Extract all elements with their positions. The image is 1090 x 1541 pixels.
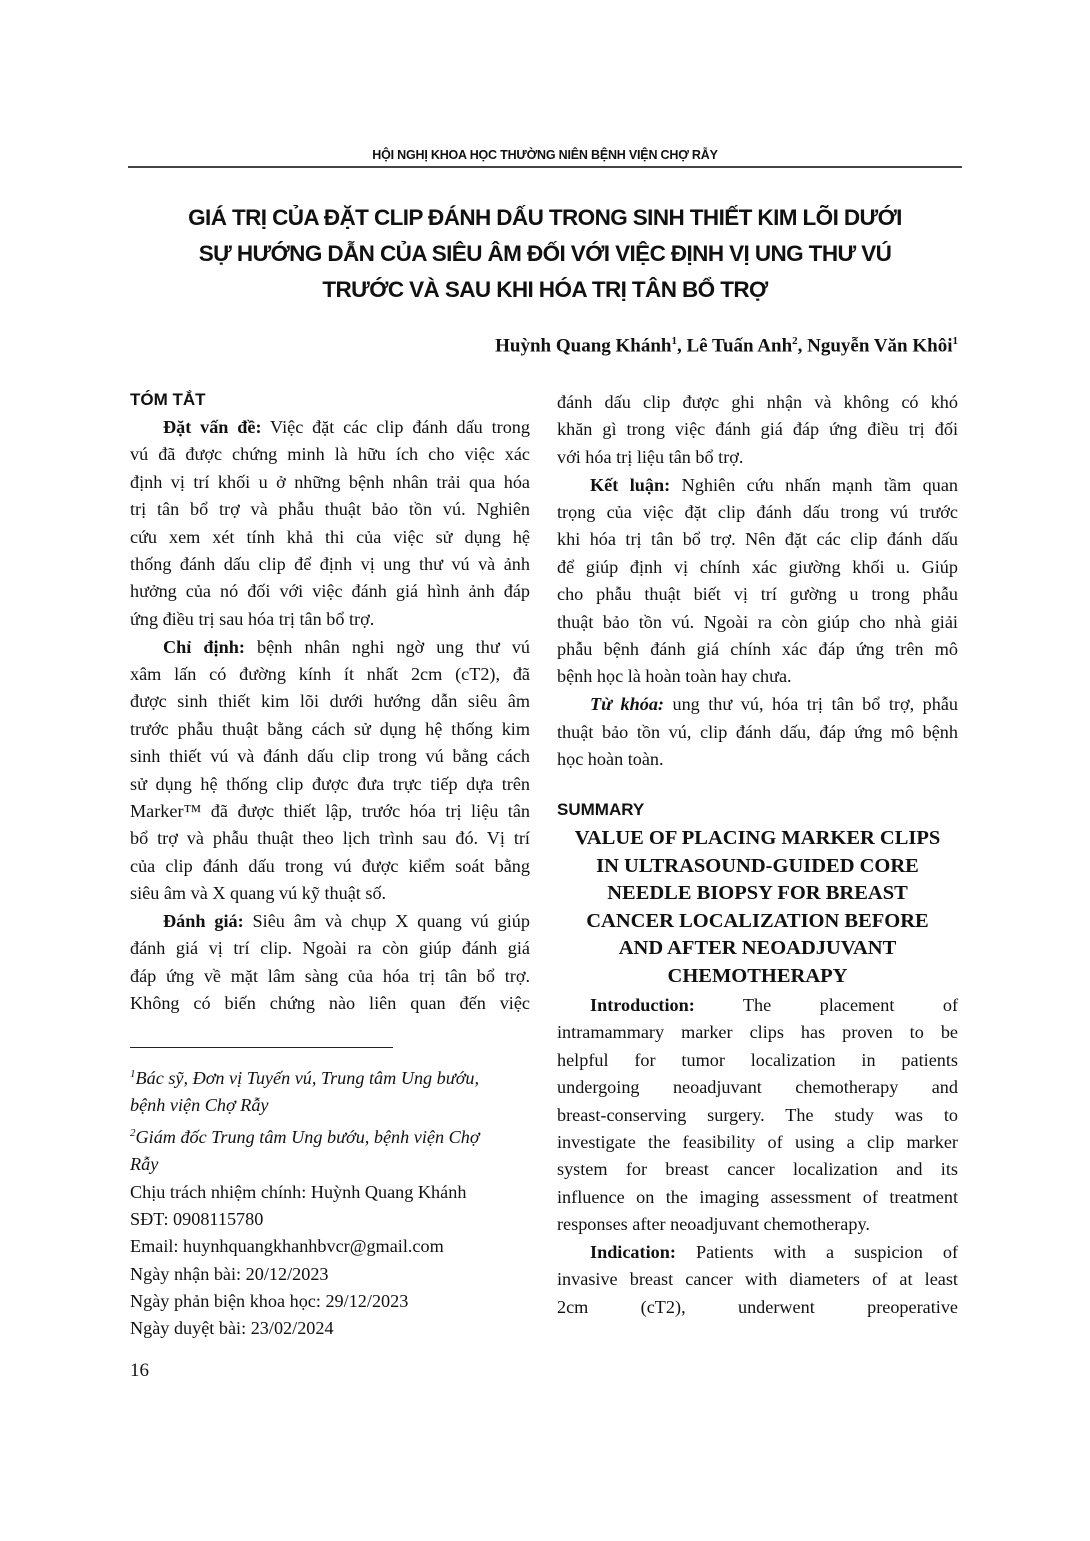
line-text: bệnh học là hoàn toàn hay chưa. [557,666,792,687]
text-line [130,963,530,990]
text-line [557,1156,958,1183]
text-line [130,524,530,551]
email: Email: huynhquangkhanhbvcr@gmail.com [130,1236,444,1257]
text-line [130,825,530,852]
separator: , [677,335,687,357]
corresponding-author: Chịu trách nhiệm chính: Huỳnh Quang Khánh [130,1181,467,1202]
paragraph [557,1239,958,1321]
line-text: học hoàn toàn. [557,749,664,770]
text-line [130,743,530,770]
line-text: Không có biến chứng nào liên quan đến việc [130,993,530,1014]
english-summary-column [557,992,958,1322]
footnote-divider [130,1047,393,1048]
line-text: invasive breast cancer with diameters of at least [557,1269,958,1290]
running-head: HỘI NGHỊ KHOA HỌC THƯỜNG NIÊN BỆNH VIỆN CHỢ RẪY [372,148,718,162]
text-line [130,990,530,1017]
title-line: TRƯỚC VÀ SAU KHI HÓA TRỊ TÂN BỔ TRỢ [322,277,768,302]
footnote-marker: 1 [130,1068,136,1080]
text-line [130,853,530,880]
affiliation-2 [130,1120,530,1151]
author-affiliation: 1 [952,335,958,347]
line-text: Nghiên cứu nhấn mạnh tầm quan [670,474,958,495]
text-line [130,578,530,605]
paragraph [130,908,530,1018]
line-text: The placement of [694,995,958,1015]
line-text: bổ trợ và phẫu thuật theo lịch trình sau đó. Vị trí [130,828,530,849]
line-text: với hóa trị liệu tân bổ trợ. [557,446,744,467]
english-title-line: NEEDLE BIOPSY FOR BREAST [607,882,908,905]
affiliation-1-cont: bệnh viện Chợ Rẫy [130,1095,269,1116]
author-name: Nguyễn Văn Khôi [807,335,953,357]
date-reviewed: Ngày phản biện khoa học: 29/12/2023 [130,1290,409,1311]
line-text: ứng điều trị sau hóa trị tân bổ trợ. [130,608,375,629]
text-line [557,691,958,718]
paragraph-label: Đặt vấn đề: [163,417,262,437]
text-line [130,798,530,825]
text-line [557,554,958,581]
separator: , [797,335,808,357]
line-text: Việc đặt các clip đánh dấu trong [261,417,530,437]
line-text: influence on the imaging assessment of treatment [557,1186,958,1207]
line-text: cho phẫu thuật biết vị trí gường u trong phẫu [557,584,958,605]
line-text: trước phẫu thuật bằng cách sử dụng hệ thống kim [130,718,530,739]
footnote-text: Bác sỹ, Đơn vị Tuyến vú, Trung tâm Ung bướu, [135,1068,480,1089]
author-name: Huỳnh Quang Khánh [495,335,672,357]
author-affiliation: 2 [792,335,798,347]
text-line [557,444,958,471]
title-line: SỰ HƯỚNG DẪN CỦA SIÊU ÂM ĐỐI VỚI VIỆC ĐỊNH VỊ UNG THƯ VÚ [198,241,892,266]
text-line [557,609,958,636]
line-text: đánh dấu clip được ghi nhận và không có khó [557,392,958,412]
text-line [130,551,530,578]
line-text: thống đánh dấu clip để định vị ung thư vú và ảnh [130,553,530,574]
text-line [557,1129,958,1156]
line-text: investigate the feasibility of using a clip marker [557,1131,958,1152]
line-text: cứu xem xét tính khả thi của việc sử dụng hệ [130,526,530,547]
line-text: đáp ứng về mặt lâm sàng của hóa trị tân bổ trợ. [130,965,530,986]
line-text: trọng của việc đặt clip đánh dấu trong vú trước [557,502,958,523]
english-title-line: AND AFTER NEOADJUVANT [618,937,897,960]
paragraph-label: Kết luận: [590,474,671,495]
line-text: được sinh thiết kim lõi dưới hướng dẫn siêu âm [130,691,530,712]
line-text: trị tân bổ trợ và phẫu thuật bảo tồn vú. Nghiên [130,499,530,520]
text-line [557,1102,958,1129]
text-line [557,746,958,773]
line-text: khăn gì trong việc đánh giá đáp ứng điều trị đối [557,419,958,440]
footnote-text: Giám đốc Trung tâm Ung bướu, bệnh viện Chợ [135,1126,480,1147]
line-text: Siêu âm và chụp X quang vú giúp [243,911,530,932]
date-received: Ngày nhận bài: 20/12/2023 [130,1263,329,1284]
paragraph-label: Indication: [590,1242,676,1263]
abstract-right-column [557,389,958,774]
paragraph [557,389,958,471]
text-line [557,581,958,608]
paragraph [557,992,958,1239]
line-text: undergoing neoadjuvant chemotherapy and [557,1077,958,1098]
text-line [130,469,530,496]
line-text: của clip đánh dấu trong vú được kiểm soát bằng [130,855,530,876]
line-text: sinh thiết vú và đánh dấu clip trong vú bằng cách [130,746,530,767]
line-text: helpful for tumor localization in patients [557,1049,958,1070]
summary-heading: SUMMARY [557,800,645,819]
line-text: 2cm (cT2), underwent preoperative [557,1296,958,1317]
text-line [557,1047,958,1074]
header-divider [128,166,962,168]
paragraph [130,634,530,908]
text-line [130,606,530,633]
text-line [130,771,530,798]
text-line [557,636,958,663]
english-title [557,825,958,991]
paragraph-label: Chỉ định: [163,636,245,657]
english-title-line: VALUE OF PLACING MARKER CLIPS [574,827,941,849]
text-line [557,663,958,690]
line-text: siêu âm và X quang vú kỹ thuật số. [130,883,387,904]
text-line [557,472,958,499]
text-line [557,1266,958,1293]
text-line [130,935,530,962]
line-text: xâm lấn có đường kính ít nhất 2cm (cT2), đã [130,664,530,685]
line-text: sử dụng hệ thống clip được đưa trực tiếp dựa trên [130,773,530,794]
text-line [557,719,958,746]
text-line [557,499,958,526]
line-text: system for breast cancer localization and its [557,1159,958,1180]
article-title [100,200,990,308]
author-name: Lê Tuấn Anh [686,335,793,357]
text-line [130,634,530,661]
paragraph [557,691,958,773]
english-title-line: CANCER LOCALIZATION BEFORE [586,909,929,932]
text-line [130,688,530,715]
affiliation-1 [130,1061,530,1092]
footnotes [130,1061,530,1343]
text-line [130,716,530,743]
line-text: intramammary marker clips has proven to be [557,1022,958,1043]
english-title-line: IN ULTRASOUND-GUIDED CORE [596,854,919,877]
abstract-left-column [130,414,530,1018]
paragraph-label: Introduction: [590,995,695,1015]
text-line [557,526,958,553]
author-list [495,335,958,357]
line-text: hưởng của nó đối với việc đánh giá hình ảnh đáp [130,581,530,602]
line-text: đánh giá vị trí clip. Ngoài ra còn giúp đánh giá [130,938,530,959]
line-text: thuật bảo tồn vú. Ngoài ra còn giúp cho nhà giải [557,611,958,632]
paragraph-label: Từ khóa: [590,694,664,715]
text-line [130,661,530,688]
text-line [130,441,530,468]
page-number: 16 [130,1360,149,1381]
line-text: để giúp định vị chính xác giường khối u. Giúp [557,556,958,577]
line-text: Marker™ đã được thiết lập, trước hóa trị liệu tân [130,800,530,821]
text-line [557,416,958,443]
line-text: thuật bảo tồn vú, clip đánh dấu, đáp ứng mô bệnh [557,721,958,742]
english-title-line: CHEMOTHERAPY [667,964,848,987]
text-line [557,1239,958,1266]
line-text: Patients with a suspicion of [675,1242,958,1263]
abstract-heading: TÓM TẮT [130,390,206,409]
line-text: breast-conserving surgery. The study was to [557,1104,958,1125]
line-text: khi hóa trị tân bổ trợ. Nên đặt các clip đánh dấu [557,529,958,550]
line-text: định vị trí khối u ở những bệnh nhân trải qua hóa [130,471,530,492]
footnote-marker: 2 [130,1126,136,1139]
line-text: ung thư vú, hóa trị tân bổ trợ, phẫu [663,694,958,715]
line-text: responses after neoadjuvant chemotherapy. [557,1214,870,1235]
text-line [557,1211,958,1238]
paragraph [557,472,958,691]
text-line [130,414,530,441]
author-affiliation: 1 [671,335,677,347]
paragraph-label: Đánh giá: [163,911,244,932]
text-line [130,880,530,907]
text-line [557,1019,958,1046]
paragraph [130,414,530,633]
date-accepted: Ngày duyệt bài: 23/02/2024 [130,1318,334,1339]
text-line [557,992,958,1019]
phone: SĐT: 0908115780 [130,1208,264,1229]
text-line [557,1074,958,1101]
text-line [557,1184,958,1211]
affiliation-2-cont: Rẫy [130,1154,159,1175]
text-line [130,908,530,935]
title-line: GIÁ TRỊ CỦA ĐẶT CLIP ĐÁNH DẤU TRONG SINH THIẾT KIM LÕI DƯỚI [188,205,902,230]
line-text: vú đã được chứng minh là hữu ích cho việc xác [130,444,530,465]
line-text: bệnh nhân nghi ngờ ung thư vú [244,636,530,657]
text-line [557,1294,958,1321]
line-text: phẫu bệnh đánh giá chính xác đáp ứng trên mô [557,639,958,660]
text-line [130,496,530,523]
text-line [557,389,958,416]
